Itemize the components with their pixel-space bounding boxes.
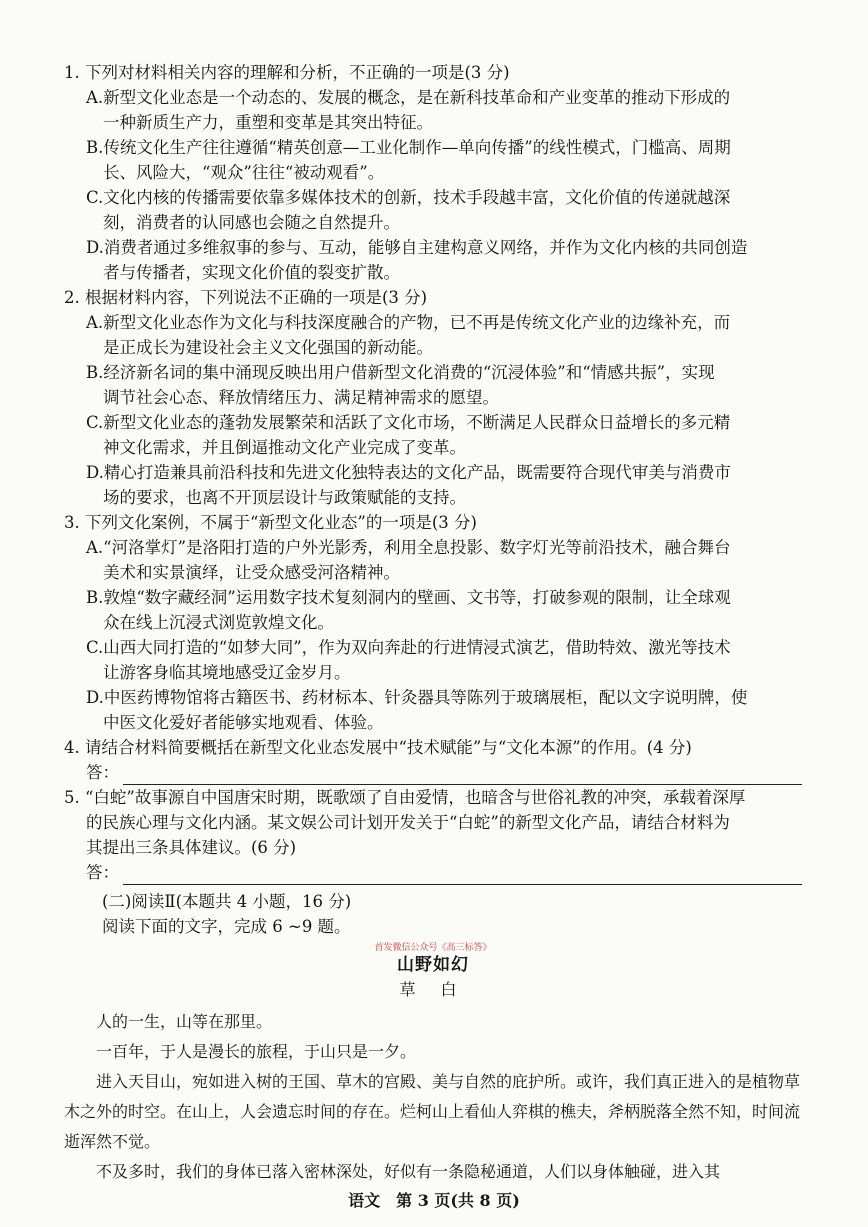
question-stem: 2. 根据材料内容，下列说法不正确的一项是(3 分): [64, 288, 428, 307]
question-5: [64, 785, 802, 885]
option-a-cont: 是正成长为建设社会主义文化强国的新动能。: [103, 338, 433, 357]
option-c-cont: 刻，消费者的认同感也会随之自然提升。: [103, 213, 400, 232]
option-d-cont: 中医文化爱好者能够实地观看、体验。: [103, 713, 384, 732]
option-b: B.经济新名词的集中涌现反映出用户借新型文化消费的“沉浸体验”和“情感共振”，实现: [86, 363, 715, 382]
option-c: C.文化内核的传播需要依靠多媒体技术的创新，技术手段越丰富，文化价值的传递就越深: [86, 188, 731, 207]
answer-rule: [123, 766, 802, 785]
option-c-cont: 神文化需求，并且倒逼推动文化产业完成了变革。: [103, 438, 466, 457]
question-2: [64, 285, 802, 510]
option-b-cont: 众在线上沉浸式浏览敦煌文化。: [103, 613, 334, 632]
question-4: [64, 735, 802, 785]
option-b-cont: 调节社会心态、释放情绪压力、满足精神需求的愿望。: [103, 388, 499, 407]
section-heading: (二)阅读Ⅱ(本题共 4 小题，16 分): [102, 892, 352, 911]
option-d: D.精心打造兼具前沿科技和先进文化独特表达的文化产品，既需要符合现代审美与消费市: [86, 463, 731, 482]
option-d: D.中医药博物馆将古籍医书、药材标本、针灸器具等陈列于玻璃展柜，配以文字说明牌，使: [86, 688, 748, 707]
option-a: A.新型文化业态作为文化与科技深度融合的产物，已不再是传统文化产业的边缘补充，而: [86, 313, 731, 332]
multiple-choice-questions: [64, 60, 802, 735]
section-heading-block: [102, 889, 802, 939]
question-stem: 3. 下列文化案例，不属于“新型文化业态”的一项是(3 分): [64, 513, 477, 532]
option-a: A.“河洛掌灯”是洛阳打造的户外光影秀，利用全息投影、数字灯光等前沿技术，融合舞台: [86, 538, 731, 557]
article-paragraph: 一百年，于人是漫长的旅程，于山只是一夕。: [96, 1042, 417, 1061]
answer-label: 答：: [86, 863, 119, 882]
question-stem: 1. 下列对材料相关内容的理解和分析，不正确的一项是(3 分): [64, 63, 510, 82]
option-c: C.山西大同打造的“如梦大同”，作为双向奔赴的行进情浸式演艺，借助特效、激光等技术: [86, 638, 731, 657]
answer-line[interactable]: [86, 860, 802, 885]
article-paragraph: 进入天目山，宛如进入树的王国、草木的宫殿、美与自然的庇护所。或许，我们真正进入的是植物草木之外的时空。在山上，人会遗忘时间的存在。烂柯山上看仙人弈棋的樵夫，斧柄脱落全然不知，时间流逝浑然不觉。: [64, 1072, 801, 1151]
section-instruction: 阅读下面的文字，完成 6 ~9 题。: [102, 917, 351, 936]
watermark: 首发微信公众号《高三标答》: [374, 943, 492, 953]
question-stem-line: 的民族心理与文化内涵。某文娱公司计划开发关于“白蛇”的新型文化产品，请结合材料为: [86, 813, 730, 832]
question-1: [64, 60, 802, 285]
article-body: [64, 1007, 802, 1187]
answer-line[interactable]: [86, 760, 802, 785]
option-b-cont: 长、风险大，“观众”往往“被动观看”。: [103, 163, 385, 182]
question-stem: 4. 请结合材料简要概括在新型文化业态发展中“技术赋能”与“文化本源”的作用。(4 分): [64, 738, 692, 757]
option-c-cont: 让游客身临其境地感受辽金岁月。: [103, 663, 351, 682]
question-stem-line: 5. “白蛇”故事源自中国唐宋时期，既歌颂了自由爱情，也暗含与世俗礼教的冲突，承载着深厚: [64, 788, 746, 807]
option-d-cont: 场的要求，也离不开顶层设计与政策赋能的支持。: [103, 488, 466, 507]
option-d-cont: 者与传播者，实现文化价值的裂变扩散。: [103, 263, 400, 282]
page-footer: 语文 第 3 页(共 8 页): [348, 1191, 520, 1210]
article-paragraph: 人的一生，山等在那里。: [96, 1012, 273, 1031]
answer-rule: [123, 866, 802, 885]
article-title: 山野如幻: [397, 955, 469, 975]
option-a: A.新型文化业态是一个动态的、发展的概念，是在新科技革命和产业变革的推动下形成的: [86, 88, 731, 107]
option-b: B.敦煌“数字藏经洞”运用数字技术复刻洞内的壁画、文书等，打破参观的限制，让全球观: [86, 588, 731, 607]
article-author: 草 白: [399, 980, 467, 999]
answer-label: 答：: [86, 763, 119, 782]
option-b: B.传统文化生产往往遵循“精英创意—工业化制作—单向传播”的线性模式，门槛高、周期: [86, 138, 731, 157]
option-d: D.消费者通过多维叙事的参与、互动，能够自主建构意义网络，并作为文化内核的共同创造: [86, 238, 748, 257]
article-paragraph: 不及多时，我们的身体已落入密林深处，好似有一条隐秘通道，人们以身体触碰，进入其: [96, 1162, 721, 1181]
question-3: [64, 510, 802, 735]
option-a-cont: 一种新质生产力，重塑和变革是其突出特征。: [103, 113, 433, 132]
question-stem-line: 其提出三条具体建议。(6 分): [86, 838, 297, 857]
option-a-cont: 美术和实景演绎，让受众感受河洛精神。: [103, 563, 400, 582]
option-c: C.新型文化业态的蓬勃发展繁荣和活跃了文化市场，不断满足人民群众日益增长的多元精: [86, 413, 731, 432]
